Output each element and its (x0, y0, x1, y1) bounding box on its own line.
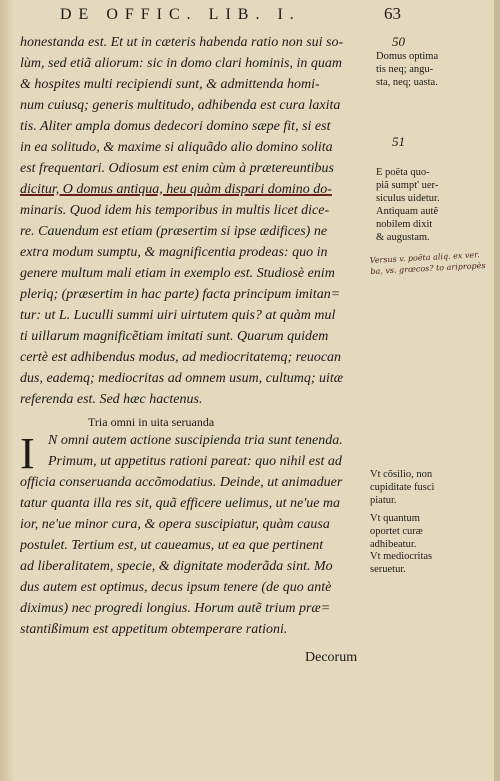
text-line: postulet. Tertium est, ut caueamus, ut ea que pertinent (20, 538, 324, 553)
text-line: lùm, sed etiã aliorum: sic in domo clari hominis, in quam (20, 56, 342, 71)
text-line: & hospites multi recipiendi sunt, & admittenda homi- (20, 77, 320, 92)
margin-note-line: E poëta quo- (376, 167, 430, 178)
text-line: ad liberalitatem, specie, & dignitate moderãda sint. Mo (20, 559, 333, 574)
margin-number-51: 51 (392, 134, 405, 149)
text-line: genere multum mali etiam in exemplo est. Studiosè enim (20, 266, 335, 281)
running-title: DE OFFIC. LIB. I. (60, 6, 301, 23)
text-line: est frequentari. Odiosum est enim cùm à prætereuntibus (20, 161, 334, 176)
margin-note-line: tis neq; angu- (376, 64, 434, 75)
margin-note-mediocritas (370, 550, 432, 576)
page-number: 63 (384, 4, 401, 23)
margin-note-line: oportet curæ (370, 526, 423, 537)
margin-note-line: piã sumpt' uer- (376, 180, 439, 191)
text-line: certè est adhibendus modus, ad mediocritatemq; reuocan (20, 350, 342, 365)
margin-note-line: Vt quantum (370, 513, 420, 524)
margin-note-line: adhibeatur. (370, 539, 417, 550)
handwritten-annotation (370, 249, 486, 277)
margin-note-line: Vt mediocritas (370, 551, 433, 562)
margin-number-50: 50 (392, 34, 405, 49)
margin-note-line: sta, neq; uasta. (376, 77, 438, 88)
text-line: referenda est. Sed hæc hactenus. (20, 392, 203, 407)
margin-note-line: piatur. (370, 495, 397, 506)
text-line: minaris. Quod idem his temporibus in multis licet dice- (20, 203, 330, 218)
margin-note-line: Antiquam autẽ (376, 206, 439, 217)
text-line: honestanda est. Et ut in cæteris habenda ratio non sui so- (20, 35, 344, 50)
text-line: Primum, ut appetitus rationi pareat: quo nihil est ad (48, 454, 342, 469)
text-line: in ea solitudo, & maxime si aliquãdo alio domino solita (20, 140, 333, 155)
text-line: num cuiusq; generis multitudo, adhibenda est cura laxita (20, 98, 341, 113)
margin-note-line: Vt cõsilio, non (370, 469, 433, 480)
catchword: Decorum (305, 650, 358, 665)
margin-note-line: nobilem dixit (376, 219, 433, 230)
text-line: tur: ut L. Luculli summi uiri uirtutem quis? at quàm mul (20, 308, 336, 323)
text-line: tatur quanta illa res sit, quã efficere uelimus, ut ne'ue ma (20, 496, 341, 511)
text-line: dus, eademq; mediocritas ad omnem usum, cultumq; uitæ (20, 371, 344, 386)
margin-note-domus (376, 50, 438, 89)
margin-note-line: & augustam. (376, 232, 430, 243)
page-edge (494, 0, 500, 781)
main-text-block (20, 32, 376, 410)
text-line: pleriq; (præsertim in hac parte) facta principum imitan= (20, 287, 341, 302)
margin-note-line: siculus uidetur. (376, 193, 440, 204)
drop-cap: I (20, 429, 35, 478)
margin-note-consilio (370, 468, 434, 507)
text-line: ior, ne'ue minor cura, & opera suscipiatur, quàm causa (20, 517, 330, 532)
text-line: officia conseruanda accõmodatius. Deinde, ut animaduer (20, 475, 343, 490)
margin-note-poeta (376, 166, 440, 244)
text-line: extra modum sumptu, & magnificentia prodeas: quo in (20, 245, 328, 260)
margin-note-line: cupiditate fuscì (370, 482, 435, 493)
underlined-text-line: dicitur, O domus antiqua, heu quàm dispari domino do- (20, 182, 332, 197)
page-gutter-shadow (0, 0, 14, 781)
text-line: N omni autem actione suscipienda tria sunt tenenda. (48, 433, 343, 448)
margin-note-quantum (370, 512, 423, 551)
handwritten-line: Versus v. poëta aliq. ex ver. (369, 250, 480, 266)
margin-note-line: Domus optima (376, 51, 439, 62)
text-line: dus autem est optimus, decus ipsum tenere (de quo antè (20, 580, 332, 595)
margin-note-line: seruetur. (370, 564, 406, 575)
text-line: ti uillarum magnificẽtiam imitati sunt. Quarum quidem (20, 329, 329, 344)
text-line: diximus) nec progredi longius. Horum autẽ trium præ= (20, 601, 331, 616)
second-paragraph (20, 430, 376, 640)
text-line: re. Cauendum est etiam (præsertim si ipse ædifices) ne (20, 224, 328, 239)
text-line: tis. Aliter ampla domus dedecori domino sæpe fit, si est (20, 119, 331, 134)
text-line: stantißimum est appetitum obtemperare rationi. (20, 622, 288, 637)
handwritten-line: ba, vs. grœcos? to aripropès (370, 260, 486, 277)
section-heading: Tria omni in uita seruanda (88, 415, 215, 429)
